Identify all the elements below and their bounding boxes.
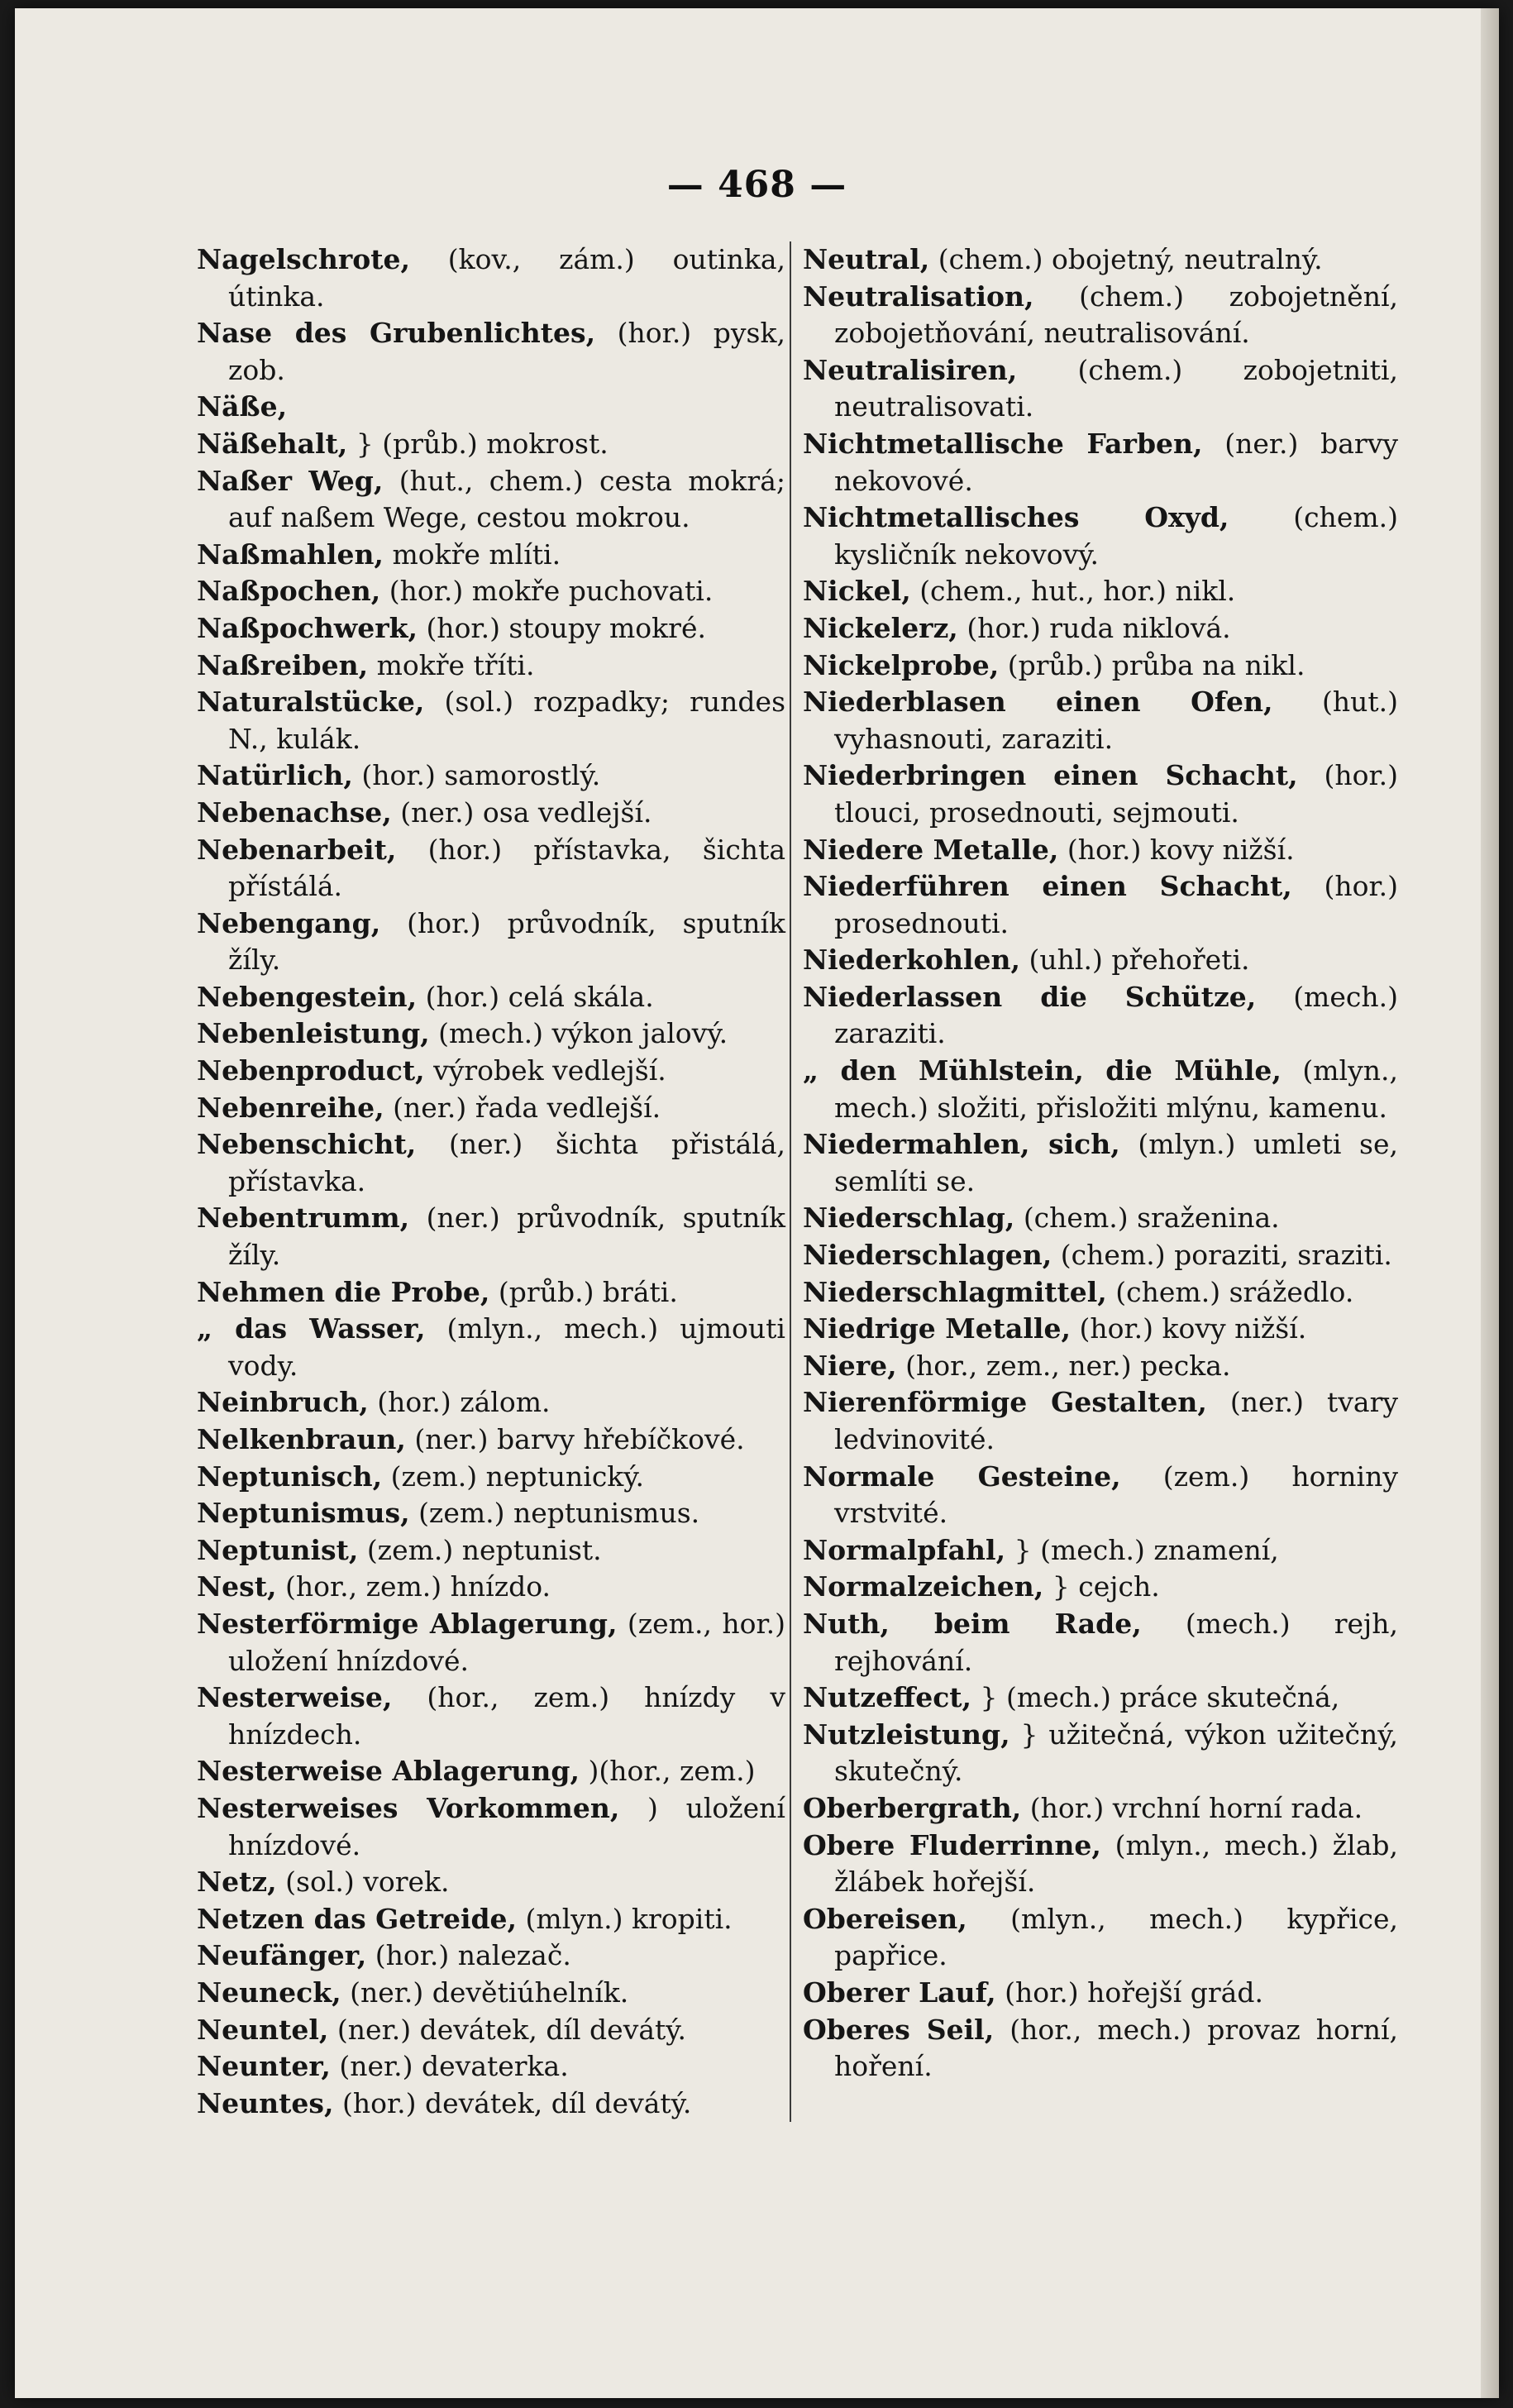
dictionary-entry bbox=[197, 1937, 785, 1975]
entry-gloss: (hor.) kovy nižší. bbox=[1079, 1312, 1307, 1345]
entry-headword: Näße, bbox=[197, 390, 288, 423]
dictionary-entry bbox=[803, 241, 1398, 279]
left-column bbox=[197, 241, 785, 2122]
entry-gloss: (ner.) barvy hřebíčkové. bbox=[414, 1423, 745, 1455]
entry-headword: Niederschlag, bbox=[803, 1202, 1015, 1235]
dictionary-entry bbox=[197, 1569, 785, 1606]
book-page bbox=[15, 8, 1499, 2398]
entry-headword: Neutralisiren, bbox=[803, 353, 1018, 386]
entry-headword: Naßer Weg, bbox=[197, 464, 384, 497]
entry-gloss: (hor.) mokře puchovati. bbox=[389, 575, 714, 608]
dictionary-entry bbox=[803, 979, 1398, 1053]
entry-gloss: (průb.) průba na nikl. bbox=[1007, 648, 1305, 681]
entry-gloss: (hor.) zálom. bbox=[377, 1386, 551, 1419]
entry-gloss: (mlyn., mech.) složiti, přisložiti mlýnu, kamenu. bbox=[834, 1054, 1398, 1124]
entry-gloss: (hut., chem.) cesta mokrá; auf naßem Wege, cestou mokrou. bbox=[228, 464, 785, 534]
entry-headword: Nebengestein, bbox=[197, 980, 418, 1013]
dictionary-entry bbox=[197, 1384, 785, 1421]
dictionary-entry bbox=[197, 905, 785, 979]
dictionary-entry bbox=[197, 1015, 785, 1053]
entry-headword: „ den Mühlstein, die Mühle, bbox=[803, 1054, 1282, 1087]
entry-gloss: (mech.) rejh, rejhování. bbox=[834, 1607, 1398, 1677]
entry-headword: Normalpfahl, bbox=[803, 1533, 1006, 1566]
entry-gloss: (hor.) průvodník, sputník žíly. bbox=[228, 906, 785, 977]
dictionary-entry bbox=[197, 979, 785, 1016]
entry-headword: Nickelerz, bbox=[803, 611, 958, 644]
dictionary-entry bbox=[803, 426, 1398, 499]
dictionary-entry bbox=[803, 1126, 1398, 1200]
entry-headword: Nutzeffect, bbox=[803, 1681, 972, 1714]
dictionary-entry bbox=[197, 1753, 785, 1790]
entry-gloss: (mech.) zaraziti. bbox=[834, 980, 1398, 1050]
entry-gloss: mokře mlíti. bbox=[392, 538, 561, 571]
dictionary-entry bbox=[197, 1200, 785, 1273]
entry-headword: Niederführen einen Schacht, bbox=[803, 870, 1292, 903]
entry-headword: Neptunisch, bbox=[197, 1460, 383, 1493]
entry-headword: Neptunismus, bbox=[197, 1497, 410, 1530]
entry-gloss: (chem.) kysličník nekovový. bbox=[834, 501, 1398, 571]
dictionary-entry bbox=[803, 1606, 1398, 1679]
dictionary-entry bbox=[197, 1126, 785, 1200]
entry-headword: Näßehalt, bbox=[197, 427, 348, 460]
dictionary-entry bbox=[803, 684, 1398, 757]
entry-gloss: (mlyn.) kropiti. bbox=[525, 1902, 733, 1935]
entry-headword: Netzen das Getreide, bbox=[197, 1902, 518, 1935]
entry-gloss: (hor.) tlouci, prosednouti, sejmouti. bbox=[834, 759, 1398, 829]
entry-gloss: } cejch. bbox=[1052, 1570, 1160, 1603]
entry-gloss: (mlyn.) umleti se, semlíti se. bbox=[834, 1128, 1398, 1197]
entry-gloss: (sol.) rozpadky; rundes N., kulák. bbox=[228, 686, 786, 755]
dictionary-entry bbox=[803, 1384, 1398, 1458]
dictionary-entry bbox=[803, 868, 1398, 942]
entry-headword: Nebenschicht, bbox=[197, 1128, 417, 1161]
entry-gloss: )(hor., zem.) bbox=[588, 1755, 756, 1788]
entry-gloss: (mlyn., mech.) kypřice, papřice. bbox=[834, 1902, 1399, 1972]
dictionary-entry bbox=[803, 2012, 1398, 2086]
entry-headword: Naßmahlen, bbox=[197, 538, 384, 571]
entry-gloss: (ner.) řada vedlejší. bbox=[393, 1091, 661, 1124]
entry-gloss: (ner.) šichta přistálá, přístavka. bbox=[228, 1128, 785, 1197]
dictionary-entry bbox=[197, 832, 785, 905]
dictionary-entry bbox=[197, 684, 785, 757]
entry-gloss: (zem.) neptunist. bbox=[366, 1533, 602, 1566]
entry-gloss: (chem.) zobojetniti, neutralisovati. bbox=[834, 353, 1398, 423]
entry-headword: Neutral, bbox=[803, 243, 930, 275]
entry-headword: Normalzeichen, bbox=[803, 1570, 1044, 1603]
entry-headword: Niederschlagmittel, bbox=[803, 1275, 1107, 1308]
entry-headword: Nagelschrote, bbox=[197, 243, 410, 275]
dictionary-entry bbox=[197, 647, 785, 685]
entry-headword: Nebenarbeit, bbox=[197, 833, 397, 866]
dictionary-entry bbox=[197, 1975, 785, 2012]
dictionary-entry bbox=[803, 1679, 1398, 1717]
entry-headword: Nelkenbraun, bbox=[197, 1423, 406, 1455]
dictionary-entry bbox=[197, 1459, 785, 1496]
entry-gloss: (hor.) nalezač. bbox=[375, 1939, 571, 1972]
dictionary-entry bbox=[197, 315, 785, 389]
entry-gloss: (ner.) osa vedlejší. bbox=[400, 796, 652, 829]
entry-headword: Nebenproduct, bbox=[197, 1054, 425, 1087]
entry-gloss: (hor.) devátek, díl devátý. bbox=[341, 2086, 692, 2119]
dictionary-entry bbox=[197, 1679, 785, 1753]
entry-gloss: } užitečná, výkon užitečný, skutečný. bbox=[834, 1718, 1398, 1788]
entry-gloss: (ner.) devátek, díl devátý. bbox=[336, 2013, 687, 2046]
dictionary-entry bbox=[197, 1532, 785, 1570]
entry-headword: Neuneck, bbox=[197, 1976, 341, 2009]
entry-gloss: ) uložení hnízdové. bbox=[228, 1791, 785, 1861]
entry-gloss: (chem., hut., hor.) nikl. bbox=[919, 575, 1236, 608]
dictionary-entry bbox=[803, 1790, 1398, 1828]
entry-gloss: (hor.) hořejší grád. bbox=[1005, 1976, 1263, 2009]
entry-gloss: (chem.) poraziti, sraziti. bbox=[1060, 1239, 1392, 1272]
entry-headword: Nesterförmige Ablagerung, bbox=[197, 1607, 618, 1640]
dictionary-entry bbox=[803, 1975, 1398, 2012]
entry-gloss: } (průb.) mokrost. bbox=[356, 427, 609, 460]
entry-gloss: (hor.) přístavka, šichta přístálá. bbox=[228, 833, 786, 903]
entry-headword: Neuntes, bbox=[197, 2086, 334, 2119]
dictionary-entry bbox=[803, 1237, 1398, 1274]
entry-headword: Oberes Seil, bbox=[803, 2013, 995, 2046]
dictionary-entry bbox=[803, 1053, 1398, 1126]
entry-headword: Oberer Lauf, bbox=[803, 1976, 996, 2009]
entry-gloss: (hor.) samorostlý. bbox=[361, 759, 601, 792]
dictionary-entry bbox=[197, 757, 785, 795]
entry-gloss: (mlyn., mech.) ujmouti vody. bbox=[228, 1312, 785, 1382]
dictionary-entry bbox=[197, 610, 785, 647]
entry-headword: Nebenachse, bbox=[197, 796, 392, 829]
entry-headword: Neutralisation, bbox=[803, 280, 1034, 313]
entry-gloss: (hor., zem.) hnízdy v hnízdech. bbox=[228, 1681, 785, 1751]
dictionary-entry bbox=[197, 1090, 785, 1127]
entry-gloss: (mlyn., mech.) žlab, žlábek hořejší. bbox=[834, 1828, 1398, 1899]
entry-headword: Niedermahlen, sich, bbox=[803, 1128, 1120, 1161]
dictionary-entry bbox=[803, 1348, 1398, 1385]
dictionary-entry bbox=[803, 573, 1398, 610]
entry-gloss: (mech.) výkon jalový. bbox=[438, 1017, 728, 1050]
entry-headword: Naßpochen, bbox=[197, 575, 381, 608]
entry-headword: Naturalstücke, bbox=[197, 686, 425, 719]
entry-headword: Nest, bbox=[197, 1570, 277, 1603]
entry-gloss: (chem.) obojetný, neutralný. bbox=[938, 243, 1323, 275]
entry-gloss: (chem.) zobojetnění, zobojetňování, neutralisování. bbox=[834, 280, 1398, 350]
entry-gloss: (hor.) vrchní horní rada. bbox=[1029, 1791, 1363, 1824]
entry-headword: „ das Wasser, bbox=[197, 1312, 426, 1345]
dictionary-entry bbox=[803, 1828, 1398, 1901]
dictionary-entry bbox=[197, 795, 785, 832]
dictionary-entry bbox=[803, 1569, 1398, 1606]
dictionary-entry bbox=[197, 1864, 785, 1901]
entry-headword: Neunter, bbox=[197, 2050, 331, 2083]
dictionary-entry bbox=[803, 1717, 1398, 1790]
dictionary-entry bbox=[197, 389, 785, 426]
entry-headword: Nickel, bbox=[803, 575, 911, 608]
entry-gloss: (hor., zem., ner.) pecka. bbox=[905, 1349, 1231, 1382]
dictionary-entry bbox=[803, 647, 1398, 685]
entry-gloss: (chem.) sraženina. bbox=[1023, 1202, 1280, 1235]
dictionary-entry bbox=[197, 426, 785, 463]
entry-gloss: (ner.) devětiúhelník. bbox=[350, 1976, 629, 2009]
entry-headword: Natürlich, bbox=[197, 759, 353, 792]
dictionary-entry bbox=[197, 2086, 785, 2123]
dictionary-entry bbox=[803, 832, 1398, 869]
entry-headword: Niedrige Metalle, bbox=[803, 1312, 1071, 1345]
entry-headword: Nuth, beim Rade, bbox=[803, 1607, 1142, 1640]
entry-gloss: (sol.) vorek. bbox=[285, 1866, 450, 1899]
entry-gloss: (ner.) tvary ledvinovité. bbox=[834, 1386, 1398, 1455]
entry-headword: Neinbruch, bbox=[197, 1386, 369, 1419]
dictionary-entry bbox=[197, 1901, 785, 1938]
dictionary-entry bbox=[803, 1901, 1398, 1975]
entry-gloss: (hor., zem.) hnízdo. bbox=[284, 1570, 551, 1603]
entry-headword: Nierenförmige Gestalten, bbox=[803, 1386, 1207, 1419]
entry-headword: Niederschlagen, bbox=[803, 1239, 1052, 1272]
right-column bbox=[803, 241, 1398, 2086]
entry-headword: Nase des Grubenlichtes, bbox=[197, 317, 596, 350]
dictionary-entry bbox=[803, 352, 1398, 426]
entry-gloss: (chem.) srážedlo. bbox=[1115, 1275, 1354, 1308]
entry-gloss: (hor., mech.) provaz horní, hoření. bbox=[834, 2013, 1398, 2083]
entry-gloss: (hor.) kovy nižší. bbox=[1067, 833, 1295, 866]
entry-gloss: (hor.) prosednouti. bbox=[834, 870, 1398, 939]
entry-gloss: (zem.) neptunický. bbox=[390, 1460, 645, 1493]
dictionary-entry bbox=[803, 757, 1398, 831]
dictionary-entry bbox=[197, 1790, 785, 1864]
entry-gloss: mokře tříti. bbox=[376, 648, 535, 681]
entry-headword: Niedere Metalle, bbox=[803, 833, 1059, 866]
dictionary-entry bbox=[803, 610, 1398, 647]
entry-headword: Netz, bbox=[197, 1866, 277, 1899]
column-divider bbox=[790, 241, 791, 2122]
entry-headword: Niederkohlen, bbox=[803, 944, 1021, 977]
entry-headword: Niederbringen einen Schacht, bbox=[803, 759, 1298, 792]
entry-headword: Neptunist, bbox=[197, 1533, 359, 1566]
entry-headword: Obereisen, bbox=[803, 1902, 967, 1935]
entry-headword: Nebenreihe, bbox=[197, 1091, 384, 1124]
entry-headword: Niederblasen einen Ofen, bbox=[803, 686, 1273, 719]
dictionary-entry bbox=[197, 241, 785, 315]
entry-gloss: (ner.) průvodník, sputník žíly. bbox=[228, 1202, 785, 1272]
entry-headword: Neuntel, bbox=[197, 2013, 329, 2046]
entry-headword: Naßpochwerk, bbox=[197, 611, 418, 644]
dictionary-entry bbox=[197, 1053, 785, 1090]
entry-gloss: (ner.) barvy nekovové. bbox=[834, 427, 1398, 497]
entry-headword: Nehmen die Probe, bbox=[197, 1275, 490, 1308]
dictionary-entry bbox=[197, 1421, 785, 1459]
dictionary-entry bbox=[803, 499, 1398, 573]
entry-headword: Nesterweise, bbox=[197, 1681, 393, 1714]
page-number: — 468 — bbox=[666, 164, 847, 206]
entry-headword: Obere Fluderrinne, bbox=[803, 1828, 1101, 1861]
entry-headword: Niederlassen die Schütze, bbox=[803, 980, 1257, 1013]
dictionary-entry bbox=[197, 1495, 785, 1532]
entry-gloss: (hor.) stoupy mokré. bbox=[426, 611, 706, 644]
dictionary-entry bbox=[803, 1459, 1398, 1532]
entry-gloss: (hor.) celá skála. bbox=[425, 980, 654, 1013]
entry-headword: Nebengang, bbox=[197, 906, 381, 939]
entry-headword: Nebenleistung, bbox=[197, 1017, 430, 1050]
entry-gloss: (zem.) neptunismus. bbox=[418, 1497, 700, 1530]
page-edge bbox=[1481, 8, 1499, 2398]
entry-gloss: (zem., hor.) uložení hnízdové. bbox=[228, 1607, 785, 1677]
entry-headword: Nebentrumm, bbox=[197, 1202, 410, 1235]
entry-gloss: } (mech.) práce skutečná, bbox=[980, 1681, 1340, 1714]
entry-gloss: } (mech.) znamení, bbox=[1014, 1533, 1279, 1566]
entry-headword: Nesterweises Vorkommen, bbox=[197, 1791, 620, 1824]
entry-gloss: (zem.) horniny vrstvité. bbox=[834, 1460, 1398, 1530]
dictionary-entry bbox=[803, 1274, 1398, 1312]
entry-headword: Oberbergrath, bbox=[803, 1791, 1022, 1824]
entry-headword: Nichtmetallisches Oxyd, bbox=[803, 501, 1229, 534]
dictionary-entry bbox=[803, 1532, 1398, 1570]
entry-gloss: (hor.) ruda niklová. bbox=[967, 611, 1231, 644]
entry-gloss: (průb.) bráti. bbox=[498, 1275, 678, 1308]
dictionary-entry bbox=[197, 537, 785, 574]
entry-headword: Normale Gesteine, bbox=[803, 1460, 1121, 1493]
entry-gloss: (hor.) pysk, zob. bbox=[228, 317, 785, 386]
entry-gloss: (uhl.) přehořeti. bbox=[1029, 944, 1250, 977]
dictionary-entry bbox=[803, 1311, 1398, 1348]
dictionary-entry bbox=[197, 463, 785, 537]
dictionary-entry bbox=[803, 1200, 1398, 1237]
entry-headword: Neufänger, bbox=[197, 1939, 367, 1972]
entry-headword: Naßreiben, bbox=[197, 648, 369, 681]
entry-gloss: výrobek vedlejší. bbox=[433, 1054, 666, 1087]
entry-headword: Nichtmetallische Farben, bbox=[803, 427, 1203, 460]
dictionary-entry bbox=[197, 1311, 785, 1384]
dictionary-entry bbox=[803, 279, 1398, 352]
dictionary-entry bbox=[803, 942, 1398, 979]
dictionary-entry bbox=[197, 2048, 785, 2086]
dictionary-entry bbox=[197, 573, 785, 610]
dictionary-entry bbox=[197, 2012, 785, 2049]
entry-headword: Nickelprobe, bbox=[803, 648, 1000, 681]
entry-gloss: (kov., zám.) outinka, útinka. bbox=[228, 243, 785, 313]
entry-gloss: (hut.) vyhasnouti, zaraziti. bbox=[834, 686, 1398, 755]
entry-headword: Nesterweise Ablagerung, bbox=[197, 1755, 580, 1788]
dictionary-entry bbox=[197, 1606, 785, 1679]
entry-gloss: (ner.) devaterka. bbox=[339, 2050, 569, 2083]
entry-headword: Niere, bbox=[803, 1349, 897, 1382]
entry-headword: Nutzleistung, bbox=[803, 1718, 1010, 1751]
dictionary-entry bbox=[197, 1274, 785, 1312]
